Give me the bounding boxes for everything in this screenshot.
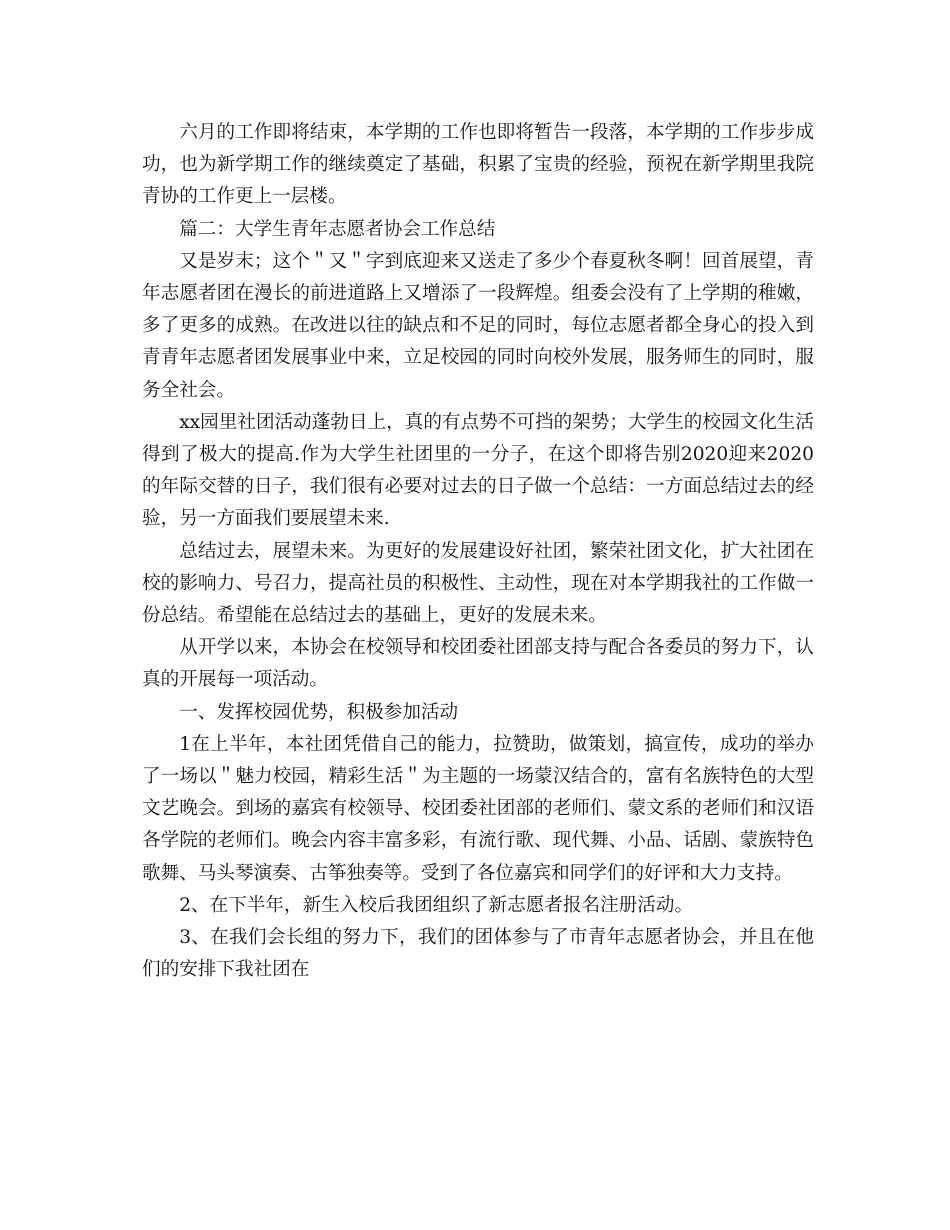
paragraph-10: 3、在我们会长组的努力下，我们的团体参与了市青年志愿者协会，并且在他们的安排下我社团在 — [142, 927, 814, 981]
section-heading-2: 篇二：大学生青年志愿者协会工作总结 — [179, 218, 496, 240]
paragraph-5: 总结过去，展望未来。为更好的发展建设好社团，繁荣社团文化，扩大社团在校的影响力、号召力，提高社员的积极性、主动性，现在对本学期我社的工作做一份总结。希望能在总结过去的基础上，更好的发展未来。 — [142, 540, 814, 627]
paragraph-8: 1在上半年，本社团凭借自己的能力，拉赞助，做策划，搞宣传，成功的举办了一场以＂魅力校园，精彩生活＂为主题的一场蒙汉结合的，富有名族特色的大型文艺晚会。到场的嘉宾有校领导、校团委社团部的老师们、蒙文系的老师们和汉语各学院的老师们。晚会内容丰富多彩，有流行歌、现代舞、小品、话剧、蒙族特色歌舞、马头琴演奏、古筝独奏等。受到了各位嘉宾和同学们的好评和大力支持。 — [142, 733, 814, 884]
paragraph-6: 从开学以来，本协会在校领导和校团委社团部支持与配合各委员的努力下，认真的开展每一项活动。 — [142, 637, 814, 691]
paragraph-9: 2、在下半年，新生入校后我团组织了新志愿者报名注册活动。 — [179, 894, 694, 916]
paragraph-3: 又是岁末；这个＂又＂字到底迎来又送走了多少个春夏秋冬啊！回首展望，青年志愿者团在漫长的前进道路上又增添了一段辉煌。组委会没有了上学期的稚嫩，多了更多的成熟。在改进以往的缺点和不足的同时，每位志愿者都全身心的投入到青青年志愿者团发展事业中来，立足校园的同时向校外发展，服务师生的同时，服务全社会。 — [142, 250, 814, 401]
document-body — [142, 117, 814, 986]
section-heading-7: 一、发挥校园优势，积极参加活动 — [179, 701, 459, 723]
paragraph-1: 六月的工作即将结束，本学期的工作也即将暂告一段落，本学期的工作步步成功，也为新学期工作的继续奠定了基础，积累了宝贵的经验，预祝在新学期里我院青协的工作更上一层楼。 — [142, 122, 814, 208]
paragraph-4: xx园里社团活动蓬勃日上，真的有点势不可挡的架势；大学生的校园文化生活得到了极大的提高.作为大学生社团里的一分子，在这个即将告别2020迎来2020的年际交替的日子，我们很有必要对过去的日子做一个总结：一方面总结过去的经验，另一方面我们要展望未来. — [142, 411, 814, 530]
